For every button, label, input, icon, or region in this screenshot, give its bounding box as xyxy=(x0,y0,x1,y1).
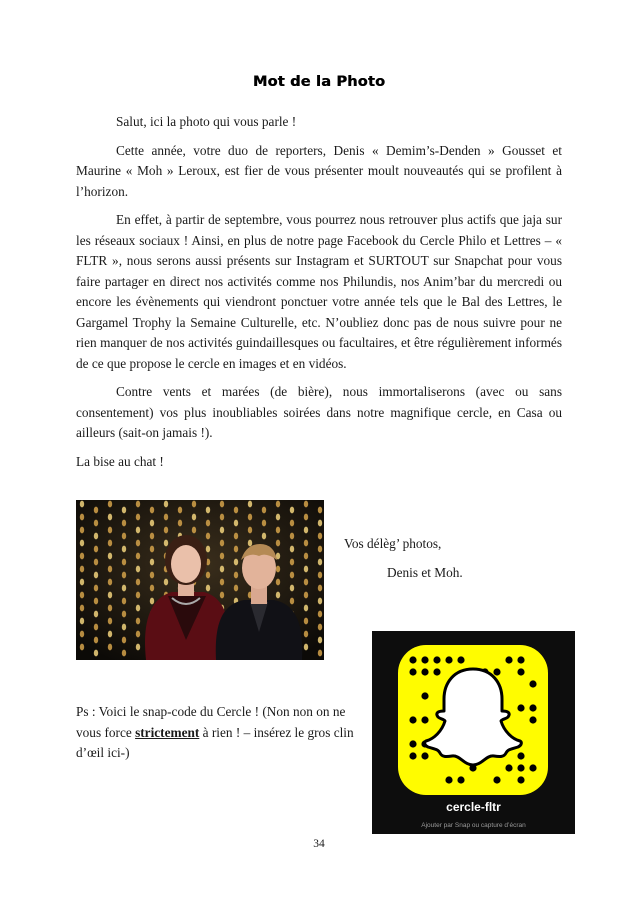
light-bulb xyxy=(108,527,112,534)
snapcode-dot xyxy=(409,656,416,663)
light-bulb xyxy=(122,637,126,644)
light-bulb xyxy=(304,605,308,612)
light-bulb xyxy=(80,540,84,547)
snapcode-dot xyxy=(421,656,428,663)
light-bulb xyxy=(234,546,238,553)
postscript-emphasis: strictement xyxy=(135,724,200,740)
light-bulb xyxy=(248,501,252,508)
light-bulb xyxy=(318,637,322,644)
light-bulb xyxy=(248,514,252,521)
light-bulb xyxy=(80,527,84,534)
snapcode-caption: Ajouter par Snap ou capture d’écran xyxy=(421,822,526,829)
light-bulb xyxy=(122,650,126,657)
light-bulb xyxy=(234,572,238,579)
light-bulb xyxy=(318,650,322,657)
snapcode-dot xyxy=(409,740,416,747)
signature-line-1: Vos délèg’ photos, xyxy=(344,536,442,551)
light-bulb xyxy=(318,624,322,631)
light-bulb xyxy=(220,592,224,599)
light-bulb xyxy=(318,572,322,579)
light-bulb xyxy=(304,618,308,625)
light-bulb xyxy=(262,533,266,540)
light-bulb xyxy=(304,540,308,547)
light-bulb xyxy=(108,644,112,651)
light-bulb xyxy=(80,644,84,651)
light-bulb xyxy=(150,520,154,527)
snapcode-dot xyxy=(421,692,428,699)
light-bulb xyxy=(150,598,154,605)
light-bulb xyxy=(234,559,238,566)
light-bulb xyxy=(80,605,84,612)
light-bulb xyxy=(94,624,98,631)
light-bulb xyxy=(108,553,112,560)
light-bulb xyxy=(304,644,308,651)
light-bulb xyxy=(150,533,154,540)
snapcode-image xyxy=(372,631,575,834)
light-bulb xyxy=(248,540,252,547)
snapcode-dot xyxy=(517,704,524,711)
paragraph-closing: La bise au chat ! xyxy=(76,453,164,469)
snapcode-dot xyxy=(529,716,536,723)
snapcode-dot xyxy=(433,656,440,663)
light-bulb xyxy=(150,507,154,514)
light-bulb xyxy=(94,650,98,657)
light-bulb xyxy=(276,527,280,534)
light-bulb xyxy=(318,507,322,514)
light-bulb xyxy=(318,585,322,592)
light-bulb xyxy=(94,546,98,553)
light-bulb xyxy=(108,501,112,508)
light-bulb xyxy=(136,540,140,547)
light-bulb xyxy=(108,618,112,625)
light-bulb xyxy=(136,501,140,508)
light-bulb xyxy=(206,585,210,592)
snapcode-dot xyxy=(457,656,464,663)
light-bulb xyxy=(318,611,322,618)
snapcode-dot xyxy=(421,716,428,723)
light-bulb xyxy=(178,507,182,514)
light-bulb xyxy=(276,566,280,573)
light-bulb xyxy=(192,527,196,534)
light-bulb xyxy=(136,605,140,612)
light-bulb xyxy=(94,637,98,644)
light-bulb xyxy=(220,514,224,521)
light-bulb xyxy=(122,572,126,579)
light-bulb xyxy=(136,644,140,651)
light-bulb xyxy=(304,592,308,599)
light-bulb xyxy=(136,631,140,638)
light-bulb xyxy=(206,533,210,540)
light-bulb xyxy=(94,559,98,566)
light-bulb xyxy=(220,566,224,573)
light-bulb xyxy=(80,501,84,508)
light-bulb xyxy=(108,631,112,638)
light-bulb xyxy=(206,520,210,527)
snapcode-dot xyxy=(445,656,452,663)
light-bulb xyxy=(122,546,126,553)
light-bulb xyxy=(108,605,112,612)
light-bulb xyxy=(318,533,322,540)
light-bulb xyxy=(290,598,294,605)
snapcode-drawing xyxy=(372,631,575,834)
light-bulb xyxy=(262,520,266,527)
light-bulb xyxy=(290,585,294,592)
light-bulb xyxy=(206,507,210,514)
snapcode-dot xyxy=(409,716,416,723)
postscript xyxy=(76,702,358,764)
light-bulb xyxy=(304,514,308,521)
light-bulb xyxy=(192,501,196,508)
light-bulb xyxy=(136,566,140,573)
light-bulb xyxy=(94,533,98,540)
snapcode-username: cercle-fltr xyxy=(446,800,501,814)
light-bulb xyxy=(248,527,252,534)
light-bulb xyxy=(94,520,98,527)
page-title: Mot de la Photo xyxy=(252,74,386,90)
light-bulb xyxy=(136,553,140,560)
light-bulb xyxy=(122,507,126,514)
snapcode-dot xyxy=(493,776,500,783)
light-bulb xyxy=(220,540,224,547)
light-bulb xyxy=(220,501,224,508)
light-bulb xyxy=(164,514,168,521)
snapcode-dot xyxy=(457,776,464,783)
delegates-photo-drawing xyxy=(76,500,324,660)
light-bulb xyxy=(94,507,98,514)
light-bulb xyxy=(164,501,168,508)
light-bulb xyxy=(80,579,84,586)
snapcode-dot xyxy=(493,668,500,675)
snapcode-dot xyxy=(421,668,428,675)
light-bulb xyxy=(136,579,140,586)
light-bulb xyxy=(206,572,210,579)
light-bulb xyxy=(80,553,84,560)
light-bulb xyxy=(122,533,126,540)
light-bulb xyxy=(234,533,238,540)
snapcode-dot xyxy=(409,668,416,675)
light-bulb xyxy=(164,579,168,586)
light-bulb xyxy=(122,598,126,605)
light-bulb xyxy=(276,540,280,547)
snapcode-dot xyxy=(529,764,536,771)
light-bulb xyxy=(94,572,98,579)
light-bulb xyxy=(122,611,126,618)
light-bulb xyxy=(94,585,98,592)
light-bulb xyxy=(318,546,322,553)
light-bulb xyxy=(234,520,238,527)
paragraph-social-media: En effet, à partir de septembre, vous pourrez nous retrouver plus actifs que jaja sur les réseaux sociaux ! Ainsi, en plus de notre page Facebook du Cercle Philo et Lettres – « FLTR », nous serons aussi présents sur Instagram et SURTOUT sur Snapchat pour vous faire partager en direct nos activités comme nos Philundis, nos Anim’bar du mercredi ou encore les évènements qui viendront ponctuer votre année tels que le Bal des Lettres, le Gargamel Trophy la Semaine Culturelle, etc. N’oubliez donc pas de nous suivre pour ne rien manquer de nos activités guindaillesques ou facultaires, et être régulièrement informés de ce que propose le cercle en images et en vidéos. xyxy=(76,212,562,371)
snapcode-dot xyxy=(529,704,536,711)
snapcode-dot xyxy=(517,668,524,675)
snapcode-dot xyxy=(529,680,536,687)
light-bulb xyxy=(80,631,84,638)
light-bulb xyxy=(136,514,140,521)
light-bulb xyxy=(80,592,84,599)
light-bulb xyxy=(150,585,154,592)
light-bulb xyxy=(108,540,112,547)
snapcode-dot xyxy=(505,656,512,663)
light-bulb xyxy=(150,572,154,579)
snapcode-dot xyxy=(517,656,524,663)
light-bulb xyxy=(318,559,322,566)
light-bulb xyxy=(290,572,294,579)
light-bulb xyxy=(80,514,84,521)
light-bulb xyxy=(122,585,126,592)
light-bulb xyxy=(150,559,154,566)
light-bulb xyxy=(164,527,168,534)
paragraph-intro: Salut, ici la photo qui vous parle ! xyxy=(116,114,297,129)
light-bulb xyxy=(276,579,280,586)
light-bulb xyxy=(304,527,308,534)
light-bulb xyxy=(108,592,112,599)
light-bulb xyxy=(276,514,280,521)
paragraph-promise: Contre vents et marées (de bière), nous immortaliserons (avec ou sans consentement) vos plus inoubliables soirées dans notre magnifique cercle, en Casa ou ailleurs (sait-on jamais !). xyxy=(76,384,562,440)
light-bulb xyxy=(80,618,84,625)
light-bulb xyxy=(122,520,126,527)
light-bulb xyxy=(94,598,98,605)
page-number: 34 xyxy=(313,838,325,850)
light-bulb xyxy=(234,507,238,514)
light-bulb xyxy=(178,520,182,527)
light-bulb xyxy=(136,527,140,534)
signature-line-2: Denis et Moh. xyxy=(387,565,463,580)
light-bulb xyxy=(94,611,98,618)
light-bulb xyxy=(290,559,294,566)
light-bulb xyxy=(290,507,294,514)
light-bulb xyxy=(192,514,196,521)
light-bulb xyxy=(276,592,280,599)
snapcode-dot xyxy=(433,668,440,675)
light-bulb xyxy=(108,514,112,521)
article-body xyxy=(76,112,562,480)
light-bulb xyxy=(122,559,126,566)
postscript-text-before: Ps : Voici le snap-code du Cercle ! (Non non on ne vous force xyxy=(76,704,346,740)
light-bulb xyxy=(262,507,266,514)
light-bulb xyxy=(164,540,168,547)
light-bulb xyxy=(136,592,140,599)
light-bulb xyxy=(304,566,308,573)
light-bulb xyxy=(80,566,84,573)
light-bulb xyxy=(318,598,322,605)
light-bulb xyxy=(318,520,322,527)
light-bulb xyxy=(150,546,154,553)
snapcode-dot xyxy=(445,776,452,783)
light-bulb xyxy=(136,618,140,625)
light-bulb xyxy=(220,527,224,534)
light-bulb xyxy=(108,579,112,586)
postscript-text-after: à rien ! – insérez le gros clin d’œil ici-) xyxy=(76,724,354,760)
paragraph-reporters: Cette année, votre duo de reporters, Denis « Demim’s-Denden » Gousset et Maurine « Moh » Leroux, est fier de vous présenter moult nouveautés qui se profilent à l’horizon. xyxy=(76,142,562,199)
light-bulb xyxy=(108,566,112,573)
snapcode-dot xyxy=(505,764,512,771)
delegates-photo xyxy=(76,500,324,660)
light-bulb xyxy=(234,585,238,592)
light-bulb xyxy=(304,501,308,508)
light-bulb xyxy=(220,579,224,586)
snapcode-dot xyxy=(517,764,524,771)
light-bulb xyxy=(304,631,308,638)
snapcode-dot xyxy=(517,752,524,759)
snapcode-dot xyxy=(409,752,416,759)
light-bulb xyxy=(206,546,210,553)
light-bulb xyxy=(304,579,308,586)
snapcode-dot xyxy=(517,776,524,783)
light-bulb xyxy=(290,520,294,527)
light-bulb xyxy=(290,533,294,540)
light-bulb xyxy=(304,553,308,560)
light-bulb xyxy=(122,624,126,631)
light-bulb xyxy=(220,553,224,560)
light-bulb xyxy=(290,546,294,553)
snapcode-dot xyxy=(421,752,428,759)
light-bulb xyxy=(276,501,280,508)
